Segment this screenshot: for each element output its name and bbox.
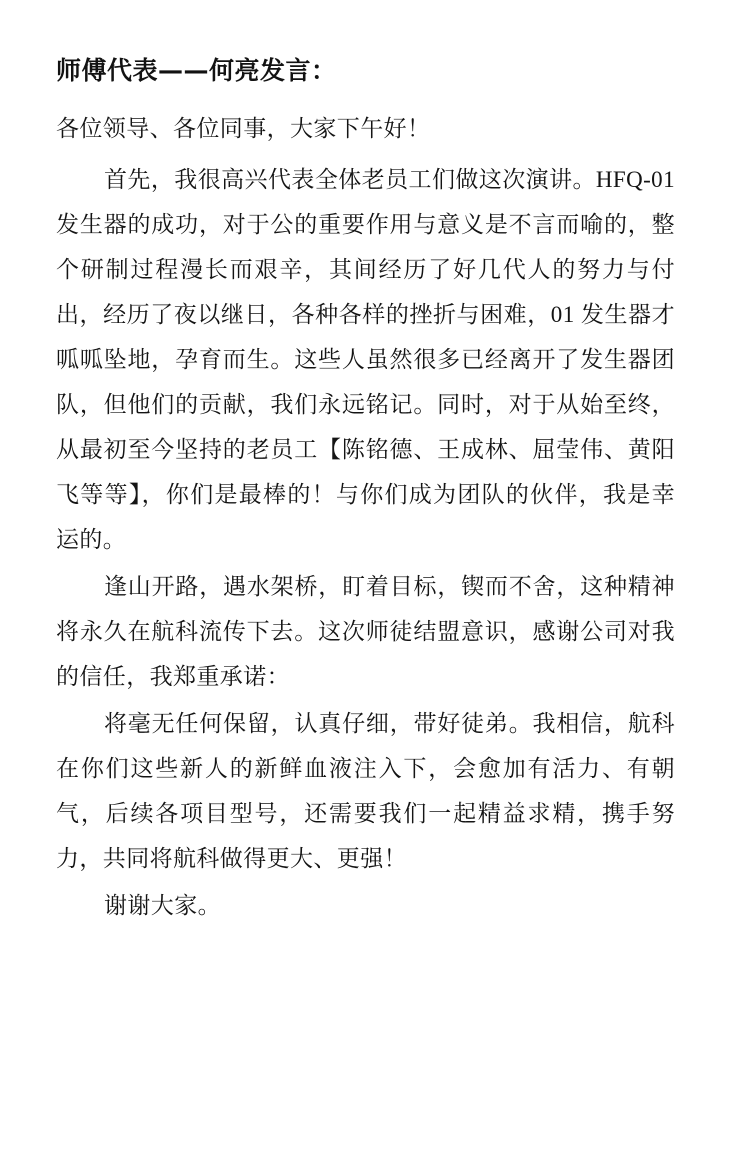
page-title: 师傅代表——何亮发言： (56, 56, 337, 85)
paragraph-body-2: 逢山开路，遇水架桥，盯着目标，锲而不舍，这种精神将永久在航科流传下去。这次师徒结盟意识，感谢公司对我的信任，我郑重承诺： (56, 574, 675, 689)
paragraph-closing: 谢谢大家。 (104, 893, 221, 918)
paragraph-greeting: 各位领导、各位同事，大家下午好！ (56, 116, 431, 141)
paragraph-body-3: 将毫无任何保留，认真仔细，带好徒弟。我相信，航科在你们这些新人的新鲜血液注入下，会愈加有活力、有朝气，后续各项目型号，还需要我们一起精益求精，携手努力，共同将航科做得更大、更强！ (56, 711, 675, 871)
paragraph-body-1: 首先，我很高兴代表全体老员工们做这次演讲。HFQ-01 发生器的成功，对于公的重要作用与意义是不言而喻的，整个研制过程漫长而艰辛，其间经历了好几代人的努力与付出，经历了夜以继日，各种各样的挫折与困难，01 发生器才呱呱坠地，孕育而生。这些人虽然很多已经离开了发生器团队，但他们的贡献，我们永远铭记。同时，对于从始至终，从最初至今坚持的老员工【陈铭德、王成林、屈莹伟、黄阳飞等等】，你们是最棒的！与你们成为团队的伙伴，我是幸运的。 (56, 167, 675, 552)
